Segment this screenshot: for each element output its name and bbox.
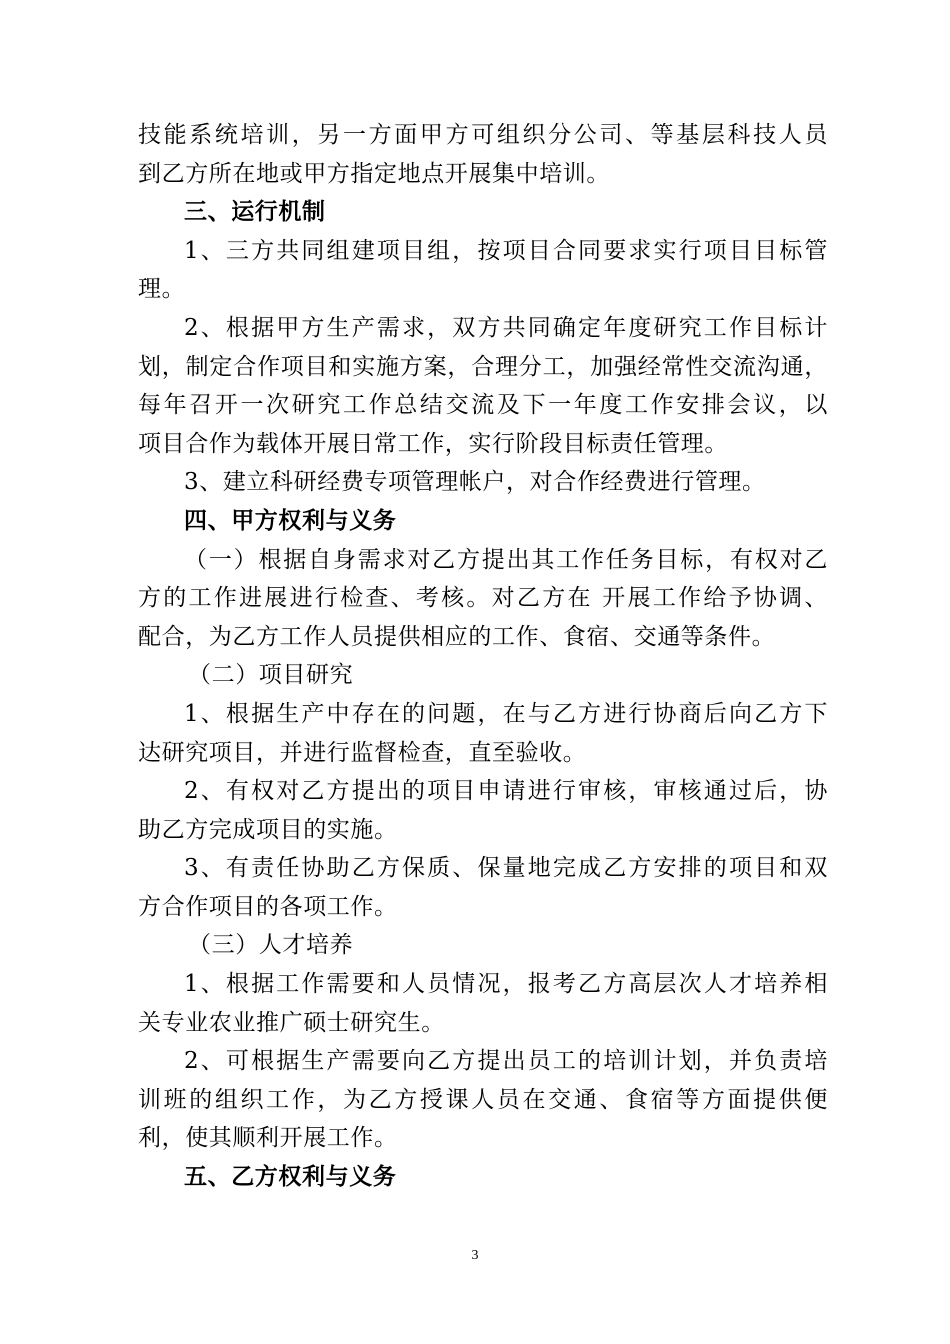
section-heading-4: 四、甲方权利与义务 — [184, 506, 397, 534]
paragraph-line: 每年召开一次研究工作总结交流及下一年度工作安排会议，以 — [138, 392, 828, 419]
paragraph-line: 3、有责任协助乙方保质、保量地完成乙方安排的项目和双 — [184, 855, 828, 882]
document-body — [138, 116, 828, 1197]
paragraph-line: 理。 — [138, 276, 186, 303]
page-number: 3 — [471, 1248, 479, 1263]
paragraph-line: 2、可根据生产需要向乙方提出员工的培训计划，并负责培 — [184, 1048, 828, 1075]
paragraph-line: （一）根据自身需求对乙方提出其工作任务目标，有权对乙 — [184, 546, 828, 573]
paragraph-line: 方合作项目的各项工作。 — [138, 893, 398, 920]
paragraph-line: 方的工作进展进行检查、考核。对乙方在 开展工作给予协调、 — [138, 585, 828, 612]
paragraph-line: 2、有权对乙方提出的项目申请进行审核，审核通过后，协 — [184, 778, 828, 805]
paragraph-line: 3、建立科研经费专项管理帐户，对合作经费进行管理。 — [184, 469, 766, 496]
paragraph-line: 利，使其顺利开展工作。 — [138, 1125, 398, 1152]
paragraph-line: 技能系统培训，另一方面甲方可组织分公司、等基层科技人员 — [138, 122, 828, 148]
paragraph-line: 助乙方完成项目的实施。 — [138, 816, 398, 843]
paragraph-line: 训班的组织工作，为乙方授课人员在交通、食宿等方面提供便 — [138, 1086, 828, 1113]
paragraph-line: 项目合作为载体开展日常工作，实行阶段目标责任管理。 — [138, 430, 728, 457]
subsection-heading: （二）项目研究 — [188, 662, 354, 689]
section-heading-5: 五、乙方权利与义务 — [184, 1163, 397, 1191]
paragraph-line: 配合，为乙方工作人员提供相应的工作、食宿、交通等条件。 — [138, 623, 776, 650]
paragraph-line: 2、根据甲方生产需求，双方共同确定年度研究工作目标计 — [184, 314, 828, 341]
paragraph-line: 1、根据生产中存在的问题，在与乙方进行协商后向乙方下 — [184, 700, 828, 727]
paragraph-line: 关专业农业推广硕士研究生。 — [138, 1009, 445, 1036]
paragraph-line: 1、根据工作需要和人员情况，报考乙方高层次人才培养相 — [184, 971, 828, 998]
subsection-heading: （三）人才培养 — [188, 932, 354, 959]
paragraph-line: 达研究项目，并进行监督检查，直至验收。 — [138, 739, 587, 766]
paragraph-line: 划，制定合作项目和实施方案，合理分工，加强经常性交流沟通， — [138, 353, 828, 380]
paragraph-line: 1、三方共同组建项目组，按项目合同要求实行项目目标管 — [184, 237, 828, 264]
section-heading-3: 三、运行机制 — [184, 198, 326, 226]
paragraph-line: 到乙方所在地或甲方指定地点开展集中培训。 — [138, 160, 610, 187]
